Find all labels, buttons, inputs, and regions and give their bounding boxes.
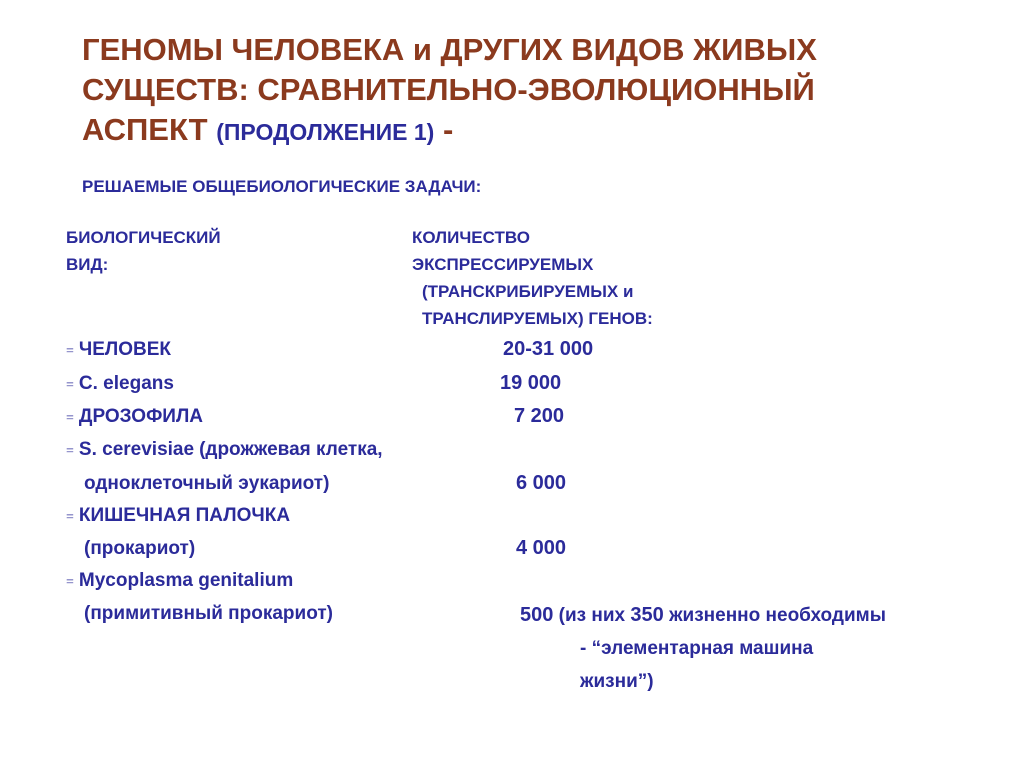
header-count-line-1: КОЛИЧЕСТВО	[412, 228, 530, 247]
mycoplasma-gene-note	[520, 599, 886, 698]
bullet-mark: =	[66, 575, 74, 590]
species-description: (примитивный прокариот)	[84, 603, 333, 624]
species-row-mycoplasma-line-2	[84, 602, 333, 625]
species-description: одноклеточный эукариот)	[84, 473, 330, 494]
species-name: S. cerevisiae	[78, 439, 195, 460]
page-title	[82, 30, 962, 152]
species-name: C. elegans	[78, 373, 174, 394]
title-line-2: СУЩЕСТВ: СРАВНИТЕЛЬНО-ЭВОЛЮЦИОННЫЙ	[82, 72, 815, 107]
gene-count-mycoplasma: 500	[520, 604, 554, 626]
note-line-1	[520, 599, 886, 632]
note-line-2: - “элементарная машина	[580, 638, 814, 659]
subtitle: РЕШАЕМЫЕ ОБЩЕБИОЛОГИЧЕСКИЕ ЗАДАЧИ:	[82, 177, 482, 196]
species-row-c-elegans	[66, 372, 174, 395]
species-name: КИШЕЧНАЯ ПАЛОЧКА	[78, 505, 291, 526]
essential-gene-count: 350	[630, 604, 664, 626]
species-row-mycoplasma	[66, 569, 293, 592]
bullet-mark: =	[66, 344, 74, 359]
header-count-line-4: ТРАНСЛИРУЕМЫХ) ГЕНОВ:	[422, 309, 653, 328]
header-species-line-2: ВИД:	[66, 255, 109, 274]
bullet-mark: =	[66, 444, 74, 459]
gene-count-s-cerevisiae: 6 000	[516, 472, 567, 494]
title-line-1: ГЕНОМЫ ЧЕЛОВЕКА и ДРУГИХ ВИДОВ ЖИВЫХ	[82, 32, 817, 67]
header-gene-count	[412, 224, 653, 332]
gene-count-drosophila: 7 200	[514, 405, 565, 427]
species-name: Mycoplasma genitalium	[78, 570, 294, 591]
title-aspect: АСПЕКТ	[82, 112, 208, 147]
species-row-e-coli-line-2	[84, 537, 195, 560]
species-description: (дрожжевая клетка,	[199, 439, 383, 460]
header-count-line-3: (ТРАНСКРИБИРУЕМЫХ и	[422, 282, 634, 301]
bullet-mark: =	[66, 378, 74, 393]
species-row-human	[66, 338, 171, 361]
species-name: ДРОЗОФИЛА	[78, 406, 203, 427]
note-pre: (из них	[558, 605, 626, 626]
title-dash: -	[442, 112, 454, 147]
species-name: ЧЕЛОВЕК	[78, 339, 172, 360]
species-description: (прокариот)	[84, 538, 196, 559]
gene-count-e-coli: 4 000	[516, 537, 567, 559]
species-row-s-cerevisiae	[66, 438, 383, 461]
species-row-e-coli	[66, 504, 290, 527]
bullet-mark: =	[66, 411, 74, 426]
species-row-drosophila	[66, 405, 203, 428]
note-line-3: жизни”)	[580, 671, 654, 692]
header-species	[66, 224, 221, 278]
species-row-s-cerevisiae-line-2	[84, 472, 329, 495]
note-post: жизненно необходимы	[669, 605, 886, 626]
bullet-mark: =	[66, 510, 74, 525]
gene-count-human: 20-31 000	[503, 338, 594, 360]
header-count-line-2: ЭКСПРЕССИРУЕМЫХ	[412, 255, 594, 274]
gene-count-c-elegans: 19 000	[500, 372, 562, 394]
title-continuation: (ПРОДОЛЖЕНИЕ 1)	[216, 119, 435, 145]
title-line-3	[82, 110, 962, 152]
header-species-line-1: БИОЛОГИЧЕСКИЙ	[66, 228, 221, 247]
